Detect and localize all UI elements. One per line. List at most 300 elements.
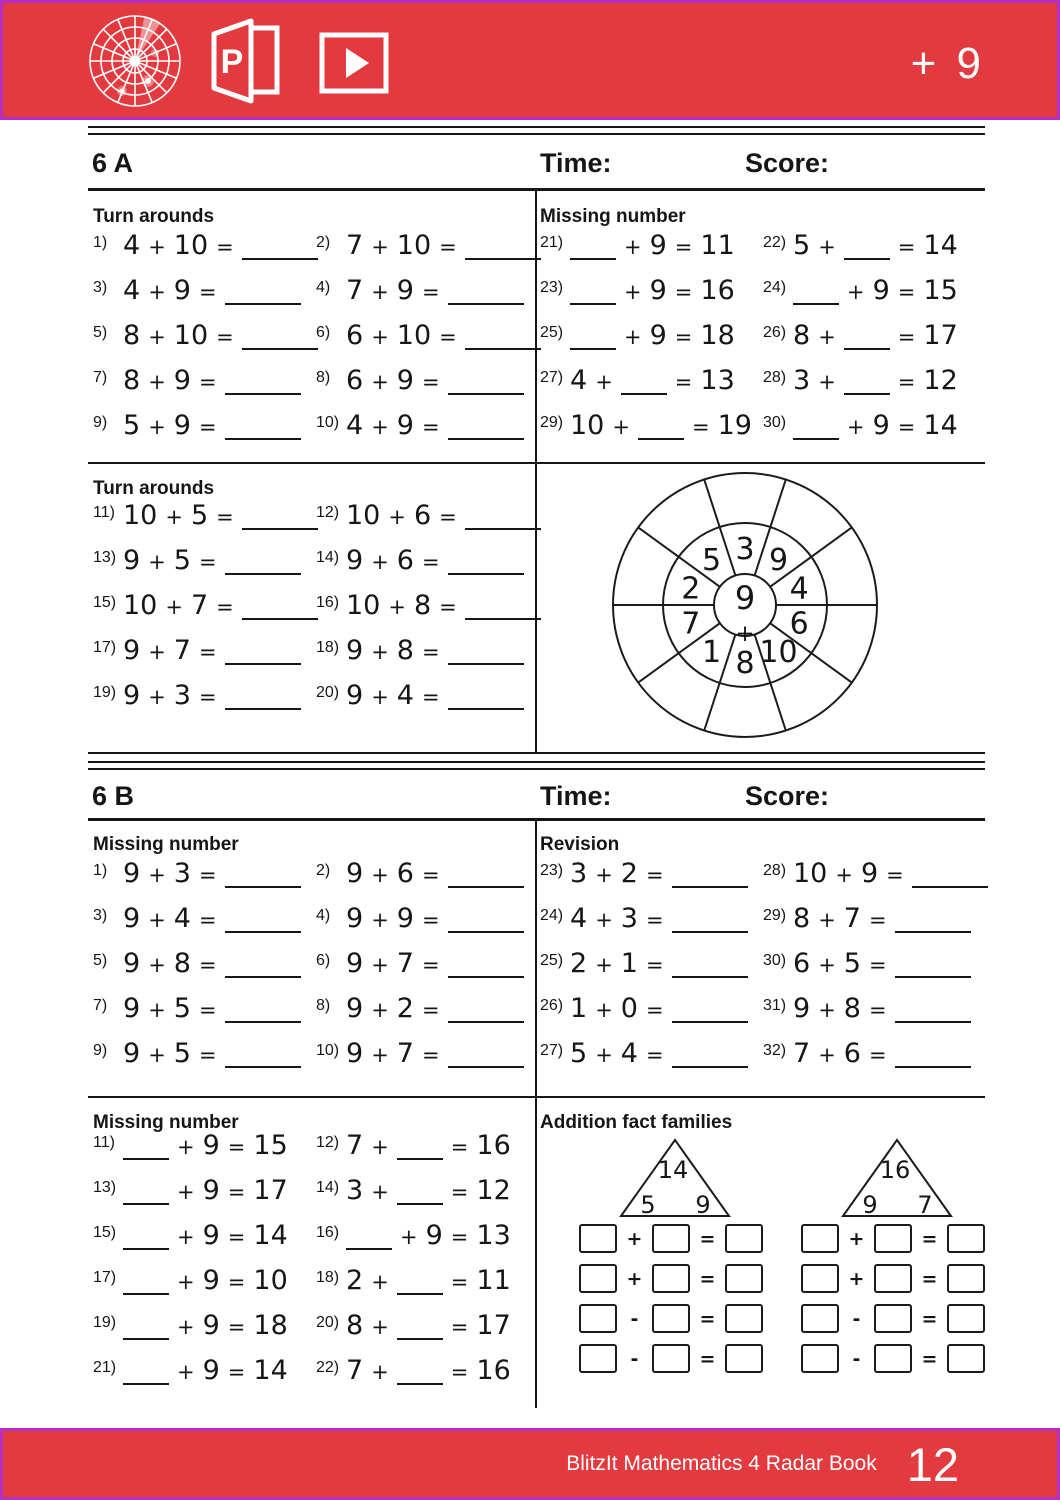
problem-row	[540, 1038, 763, 1083]
answer-blank[interactable]	[465, 618, 541, 620]
answer-blank[interactable]	[912, 886, 988, 888]
operand: 10	[173, 320, 209, 351]
wheel-number: 4	[789, 571, 809, 607]
answer-blank[interactable]	[123, 1338, 169, 1340]
answer-blank[interactable]	[225, 1021, 301, 1023]
operand: 9	[346, 858, 364, 889]
fact-box[interactable]	[652, 1304, 690, 1333]
equals-sign: =	[868, 1043, 887, 1067]
plus-operator: +	[371, 550, 389, 574]
answer-blank[interactable]	[793, 303, 839, 305]
equals-sign: =	[439, 595, 457, 619]
answer-blank[interactable]	[895, 976, 971, 978]
problem-number: 18)	[316, 639, 340, 656]
plus-operator: +	[371, 863, 389, 887]
equals-sign: =	[421, 863, 440, 887]
fact-family-row	[579, 1264, 763, 1293]
operand: 7	[396, 1038, 414, 1069]
answer-blank[interactable]	[672, 886, 748, 888]
answer-blank[interactable]	[242, 618, 318, 620]
answer-blank[interactable]	[225, 438, 301, 440]
operand: 4	[173, 903, 191, 934]
plus-operator: +	[818, 953, 836, 977]
problem-number: 2)	[316, 234, 331, 251]
problem-list	[93, 1130, 539, 1400]
problem-number: 8)	[316, 369, 331, 386]
problem-expression	[346, 635, 524, 666]
problem-expression	[793, 365, 958, 396]
operand: 9	[202, 1355, 220, 1386]
equals-sign: =	[921, 1347, 938, 1370]
operand: 9	[202, 1175, 220, 1206]
answer-blank[interactable]	[570, 348, 616, 350]
operand: 9	[860, 858, 879, 889]
fact-box[interactable]	[579, 1344, 617, 1373]
operand: 10	[570, 410, 605, 441]
problem-number: 24)	[540, 907, 564, 924]
problem-expression	[793, 1038, 971, 1069]
equals-sign: =	[198, 370, 217, 394]
answer-blank[interactable]	[242, 348, 318, 350]
operand: 9	[872, 275, 890, 306]
answer-blank[interactable]	[225, 976, 301, 978]
equals-sign: =	[674, 280, 693, 304]
operand: 3	[570, 858, 588, 889]
answer-blank[interactable]	[123, 1158, 169, 1160]
answer-blank[interactable]	[672, 1066, 748, 1068]
operand: 9	[346, 635, 364, 666]
answer-blank[interactable]	[448, 573, 524, 575]
plus-operator: +	[818, 998, 836, 1022]
equals-sign: =	[198, 953, 217, 977]
problem-expression	[346, 993, 524, 1024]
operand: 5	[190, 500, 209, 531]
equals-sign: =	[421, 908, 440, 932]
operand: 14	[253, 1220, 288, 1251]
answer-blank[interactable]	[397, 1338, 443, 1340]
answer-blank[interactable]	[465, 258, 541, 260]
operand: 16	[476, 1130, 511, 1161]
problem-row	[93, 590, 316, 635]
fact-box[interactable]	[801, 1344, 839, 1373]
operand: 7	[346, 230, 364, 261]
operand: 17	[923, 320, 958, 351]
problem-row	[540, 858, 763, 903]
answer-blank[interactable]	[225, 573, 301, 575]
book-title: BlitzIt Mathematics 4 Radar Book	[566, 1452, 877, 1475]
fact-box[interactable]	[652, 1344, 690, 1373]
answer-blank[interactable]	[448, 886, 524, 888]
answer-blank[interactable]	[123, 1293, 169, 1295]
problem-number: 28)	[763, 369, 787, 386]
fact-box[interactable]	[947, 1224, 985, 1253]
problem-row	[316, 1220, 539, 1265]
problem-expression	[346, 1265, 511, 1296]
problem-expression	[346, 1130, 511, 1161]
triangle-addend: 9	[695, 1191, 711, 1219]
answer-blank[interactable]	[570, 258, 616, 260]
operand: 6	[843, 1038, 861, 1069]
answer-blank[interactable]	[570, 303, 616, 305]
plus-operator: +	[371, 1270, 389, 1294]
operand: 9	[123, 680, 141, 711]
answer-blank[interactable]	[123, 1248, 169, 1250]
plus-operator: +	[626, 1227, 643, 1250]
time-label: Time:	[540, 148, 612, 178]
answer-blank[interactable]	[225, 303, 301, 305]
problem-expression	[123, 948, 301, 979]
problem-expression	[346, 948, 524, 979]
fact-box[interactable]	[652, 1264, 690, 1293]
equals-sign: =	[699, 1307, 716, 1330]
operand: 10	[253, 1265, 288, 1296]
operand: 3	[793, 365, 811, 396]
problem-row	[93, 1175, 316, 1220]
answer-blank[interactable]	[346, 1248, 392, 1250]
fact-box[interactable]	[725, 1304, 763, 1333]
problem-number: 23)	[540, 279, 564, 296]
problem-number: 9)	[93, 1042, 108, 1059]
fact-family-grid	[801, 1224, 985, 1373]
equals-sign: =	[198, 550, 217, 574]
plus-operator: +	[177, 1135, 195, 1159]
answer-blank[interactable]	[448, 931, 524, 933]
equals-sign: =	[645, 998, 664, 1022]
equals-sign: =	[227, 1225, 246, 1249]
fact-box[interactable]	[947, 1304, 985, 1333]
problem-list	[540, 858, 986, 1083]
answer-blank[interactable]	[844, 258, 890, 260]
problem-row	[93, 635, 316, 680]
problem-number: 2)	[316, 862, 331, 879]
fact-family-row	[801, 1304, 985, 1333]
problem-number: 17)	[93, 639, 117, 656]
equals-sign: =	[421, 1043, 440, 1067]
equals-sign: =	[868, 953, 887, 977]
operand: 9	[396, 365, 414, 396]
problem-expression	[123, 320, 318, 351]
equals-sign: =	[868, 998, 887, 1022]
fact-box[interactable]	[874, 1304, 912, 1333]
wheel-center-number: 9	[734, 579, 756, 617]
problem-expression	[123, 1130, 288, 1161]
problem-expression	[793, 903, 971, 934]
plus-operator: +	[371, 235, 389, 259]
operand: 5	[173, 1038, 191, 1069]
operand: 10	[396, 230, 432, 261]
plus-operator: +	[148, 235, 166, 259]
answer-blank[interactable]	[672, 1021, 748, 1023]
operand: 9	[793, 993, 811, 1024]
problem-row	[540, 320, 763, 365]
equals-sign: =	[886, 863, 904, 887]
fact-box[interactable]	[874, 1224, 912, 1253]
equals-sign: =	[421, 640, 440, 664]
problem-number: 8)	[316, 997, 331, 1014]
section-a-title: 6 A	[92, 148, 134, 178]
fact-box[interactable]	[874, 1344, 912, 1373]
time-label: Time:	[540, 781, 612, 811]
plus-operator: +	[177, 1270, 195, 1294]
problem-row	[93, 993, 316, 1038]
answer-blank[interactable]	[225, 708, 301, 710]
plus-operator: +	[818, 1043, 836, 1067]
answer-blank[interactable]	[672, 976, 748, 978]
plus-operator: +	[624, 235, 642, 259]
operand: 5	[793, 230, 811, 261]
operand: 4	[123, 230, 141, 261]
problem-number: 21)	[93, 1359, 117, 1376]
operand: 7	[190, 590, 209, 621]
operand: 8	[123, 320, 141, 351]
problem-row	[316, 320, 539, 365]
minus-operator: -	[852, 1307, 861, 1330]
problem-expression	[123, 993, 301, 1024]
answer-blank[interactable]	[448, 1021, 524, 1023]
wheel-number: 2	[681, 571, 701, 607]
problem-row	[93, 500, 316, 545]
answer-blank[interactable]	[895, 931, 971, 933]
fact-box[interactable]	[947, 1344, 985, 1373]
equals-sign: =	[674, 370, 693, 394]
wheel-number: 8	[735, 646, 755, 681]
section-bottom-rule	[88, 752, 985, 754]
answer-blank[interactable]	[672, 931, 748, 933]
problem-list	[540, 230, 986, 455]
answer-blank[interactable]	[448, 708, 524, 710]
answer-blank[interactable]	[895, 1066, 971, 1068]
problem-expression	[793, 410, 958, 441]
answer-blank[interactable]	[225, 393, 301, 395]
problem-number: 32)	[763, 1042, 787, 1059]
problem-expression	[123, 1355, 288, 1386]
problem-row	[93, 903, 316, 948]
problem-row	[93, 1038, 316, 1083]
answer-blank[interactable]	[225, 1066, 301, 1068]
problem-row	[93, 275, 316, 320]
answer-blank[interactable]	[448, 303, 524, 305]
plus-operator: +	[388, 505, 406, 529]
fact-box[interactable]	[801, 1304, 839, 1333]
operand: 7	[346, 1130, 364, 1161]
mid-rule	[88, 1096, 985, 1098]
plus-operator: +	[595, 1043, 613, 1067]
problem-number: 13)	[93, 549, 117, 566]
answer-blank[interactable]	[397, 1203, 443, 1205]
plus-operator: +	[400, 1225, 418, 1249]
minus-operator: -	[630, 1307, 639, 1330]
operand: 9	[396, 410, 414, 441]
answer-blank[interactable]	[621, 393, 667, 395]
problem-expression	[346, 545, 524, 576]
operand: 5	[173, 545, 191, 576]
fact-family-row	[801, 1344, 985, 1373]
fact-family-grid	[579, 1224, 763, 1373]
problem-row	[316, 1355, 539, 1400]
problem-row	[763, 275, 986, 320]
answer-blank[interactable]	[638, 438, 684, 440]
fact-family-row	[579, 1224, 763, 1253]
fact-box[interactable]	[725, 1224, 763, 1253]
problem-expression	[346, 320, 541, 351]
fact-box[interactable]	[801, 1224, 839, 1253]
answer-blank[interactable]	[793, 438, 839, 440]
operand: 10	[123, 500, 158, 531]
problem-row	[93, 230, 316, 275]
equals-sign: =	[450, 1270, 469, 1294]
problem-row	[540, 230, 763, 275]
operand: 1	[570, 993, 588, 1024]
fact-family-row	[579, 1304, 763, 1333]
problem-expression	[346, 1355, 511, 1386]
operand: 3	[173, 680, 191, 711]
answer-blank[interactable]	[242, 258, 318, 260]
fact-triangle	[615, 1136, 735, 1220]
problem-expression	[123, 903, 301, 934]
answer-blank[interactable]	[225, 886, 301, 888]
operand: 9	[123, 858, 141, 889]
answer-blank[interactable]	[448, 393, 524, 395]
problem-row	[93, 365, 316, 410]
answer-blank[interactable]	[397, 1293, 443, 1295]
problem-row	[93, 1130, 316, 1175]
fact-box[interactable]	[725, 1344, 763, 1373]
problem-number: 4)	[316, 279, 331, 296]
equals-sign: =	[450, 1225, 469, 1249]
equals-sign: =	[198, 863, 217, 887]
equals-sign: =	[198, 1043, 217, 1067]
fact-families-heading: Addition fact families	[540, 1112, 733, 1133]
problem-number: 24)	[763, 279, 787, 296]
problem-row	[316, 1265, 539, 1310]
problem-expression	[346, 275, 524, 306]
answer-blank[interactable]	[448, 438, 524, 440]
plus-operator: +	[371, 1315, 389, 1339]
equals-sign: =	[897, 415, 916, 439]
operand: 6	[346, 320, 364, 351]
plus-operator: +	[371, 1135, 389, 1159]
score-label: Score:	[745, 781, 830, 811]
answer-blank[interactable]	[225, 663, 301, 665]
equals-sign: =	[421, 953, 440, 977]
plus-operator: +	[818, 908, 836, 932]
problem-row	[93, 948, 316, 993]
equals-sign: =	[216, 505, 234, 529]
problem-expression	[346, 230, 541, 261]
problem-number: 16)	[316, 1224, 340, 1241]
fact-box[interactable]	[579, 1224, 617, 1253]
operand: 10	[346, 500, 381, 531]
plus-operator: +	[388, 595, 406, 619]
answer-blank[interactable]	[448, 663, 524, 665]
fact-box[interactable]	[725, 1264, 763, 1293]
fact-box[interactable]	[801, 1264, 839, 1293]
answer-blank[interactable]	[225, 931, 301, 933]
wheel-number: 9	[768, 542, 789, 578]
answer-blank[interactable]	[465, 528, 541, 530]
problem-list	[93, 500, 539, 725]
operand: 6	[396, 858, 414, 889]
answer-blank[interactable]	[844, 348, 890, 350]
triangle-total: 16	[879, 1156, 911, 1184]
powerpoint-icon	[211, 17, 285, 105]
triangle-addend: 5	[640, 1191, 656, 1219]
operand: 7	[173, 635, 191, 666]
equals-sign: =	[450, 1360, 469, 1384]
problem-row	[93, 1355, 316, 1400]
problem-number: 25)	[540, 952, 564, 969]
problem-expression	[123, 1220, 288, 1251]
problem-number: 27)	[540, 369, 564, 386]
operand: 6	[346, 365, 364, 396]
equals-sign: =	[645, 1043, 664, 1067]
radar-logo-icon	[87, 13, 183, 109]
plus-operator: +	[148, 1043, 166, 1067]
problem-number: 28)	[763, 862, 787, 879]
triangle-total: 14	[657, 1156, 689, 1184]
problem-number: 19)	[93, 684, 117, 701]
plus-operator: +	[371, 640, 389, 664]
operand: 11	[476, 1265, 511, 1296]
problem-expression	[123, 1310, 288, 1341]
plus-operator: +	[626, 1267, 643, 1290]
answer-blank[interactable]	[397, 1383, 443, 1385]
operand: 9	[649, 275, 667, 306]
fact-family-row	[801, 1264, 985, 1293]
problem-expression	[123, 410, 301, 441]
answer-blank[interactable]	[242, 528, 318, 530]
operand: 18	[700, 320, 735, 351]
equals-sign: =	[198, 998, 217, 1022]
operand: 4	[123, 275, 141, 306]
plus-operator: +	[595, 863, 613, 887]
problem-expression	[346, 410, 524, 441]
problem-number: 23)	[540, 862, 564, 879]
operand: 17	[476, 1310, 511, 1341]
operand: 9	[123, 635, 141, 666]
answer-blank[interactable]	[448, 976, 524, 978]
operand: 9	[649, 320, 667, 351]
answer-blank[interactable]	[465, 348, 541, 350]
fact-box[interactable]	[579, 1304, 617, 1333]
problem-number: 26)	[763, 324, 787, 341]
revision-heading: Revision	[540, 834, 620, 855]
operand: 8	[346, 1310, 364, 1341]
answer-blank[interactable]	[123, 1203, 169, 1205]
operand: 4	[570, 903, 588, 934]
fact-box[interactable]	[947, 1264, 985, 1293]
answer-blank[interactable]	[895, 1021, 971, 1023]
operand: 16	[700, 275, 735, 306]
equals-sign: =	[439, 505, 457, 529]
fact-box[interactable]	[579, 1264, 617, 1293]
answer-blank[interactable]	[844, 393, 890, 395]
answer-blank[interactable]	[397, 1158, 443, 1160]
plus-operator: +	[371, 685, 389, 709]
problem-row	[93, 320, 316, 365]
problem-number: 4)	[316, 907, 331, 924]
equals-sign: =	[421, 998, 440, 1022]
plus-operator: +	[624, 325, 642, 349]
fact-box[interactable]	[652, 1224, 690, 1253]
answer-blank[interactable]	[123, 1383, 169, 1385]
answer-blank[interactable]	[448, 1066, 524, 1068]
wheel-operator: +	[735, 621, 755, 647]
plus-operator: +	[177, 1180, 195, 1204]
equals-sign: =	[645, 863, 664, 887]
operand: 9	[346, 1038, 364, 1069]
fact-box[interactable]	[874, 1264, 912, 1293]
